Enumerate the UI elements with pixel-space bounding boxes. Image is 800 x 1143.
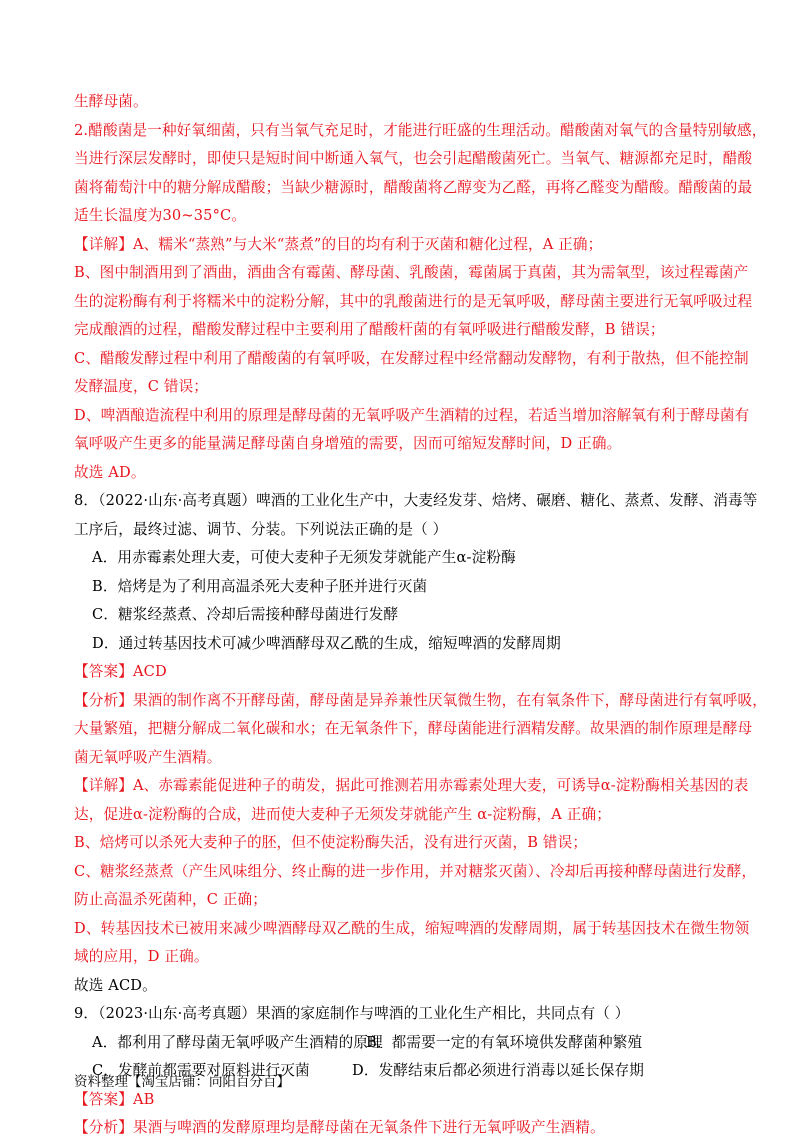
detail-line: 完成酿酒的过程，醋酸发酵过程中主要利用了醋酸杆菌的有氧呼吸进行醋酸发酵，B 错误； xyxy=(74,321,665,338)
detail-line: C、糖浆经蒸煮（产生风味组分、终止酶的进一步作用，并对糖浆灭菌）、冷却后再接种酵母菌进行发酵， xyxy=(74,862,757,880)
question-9-option-d: D．发酵结束后都必须进行消毒以延长保存期 xyxy=(352,1062,644,1079)
detail-line: B、焙烤可以杀死大麦种子的胚，但不使淀粉酶失活，没有进行灭菌，B 错误； xyxy=(74,834,588,851)
question-9-option-a: A．都利用了酵母菌无氧呼吸产生酒精的原理 xyxy=(92,1033,383,1051)
analysis-line: 大量繁殖，把糖分解成二氧化碳和水；在无氧条件下，酵母菌能进行酒精发酵。故果酒的制作原理是酵母 xyxy=(74,720,753,737)
text-line: 菌将葡萄汁中的糖分解成醋酸；当缺少糖源时，醋酸菌将乙醇变为乙醛，再将乙醛变为醋酸。醋酸菌的最 xyxy=(74,178,753,196)
conclusion-line: 故选 AD。 xyxy=(74,463,146,481)
detail-line: D、转基因技术已被用来减少啤酒酵母双乙酰的生成，缩短啤酒的发酵周期，属于转基因技术在微生物领 xyxy=(74,919,750,937)
detail-line: 发酵温度，C 错误； xyxy=(74,378,209,395)
detail-line: 【详解】A、赤霉素能促进种子的萌发，据此可推测若用赤霉素处理大麦，可诱导α-淀粉酶相关基因的表 xyxy=(74,777,749,794)
text-line: 当进行深层发酵时，即使只是短时间中断通入氧气，也会引起醋酸菌死亡。当氧气、糖源都充足时，醋酸 xyxy=(74,150,753,167)
question-9-answer: 【答案】AB xyxy=(74,1090,155,1108)
question-8-option-d: D．通过转基因技术可减少啤酒酵母双乙酰的生成，缩短啤酒的发酵周期 xyxy=(92,634,561,652)
text-line: 生酵母菌。 xyxy=(74,93,148,110)
question-9-analysis: 【分析】果酒与啤酒的发酵原理均是酵母菌在无氧条件下进行无氧呼吸产生酒精。 xyxy=(74,1119,605,1136)
detail-line: B、图中制酒用到了酒曲，酒曲含有霉菌、酵母菌、乳酸菌，霉菌属于真菌，其为需氧型，该过程霉菌产 xyxy=(74,264,749,281)
question-8-stem: 工序后，最终过滤、调节、分装。下列说法正确的是（ ） xyxy=(74,520,448,538)
question-8-option-b: B．焙烤是为了利用高温杀死大麦种子胚并进行灭菌 xyxy=(92,577,428,595)
question-8-option-c: C．糖浆经蒸煮、冷却后需接种酵母菌进行发酵 xyxy=(92,606,399,623)
question-8-option-a: A．用赤霉素处理大麦，可使大麦种子无须发芽就能产生α-淀粉酶 xyxy=(92,549,516,566)
document-body xyxy=(74,88,767,1143)
question-8-answer: 【答案】ACD xyxy=(74,663,167,680)
detail-line: 达，促进α-淀粉酶的合成，进而使大麦种子无须发芽就能产生 α-淀粉酶，A 正确； xyxy=(74,805,611,823)
detail-line: D、啤酒酿造流程中利用的原理是酵母菌的无氧呼吸产生酒精的过程，若适当增加溶解氧有利于酵母菌有 xyxy=(74,406,750,424)
detail-line: 氧呼吸产生更多的能量满足酵母菌自身增殖的需要，因而可缩短发酵时间，D 正确。 xyxy=(74,435,622,452)
question-9-options-row-1 xyxy=(74,1029,730,1058)
text-line: 适生长温度为30~35°C。 xyxy=(74,207,247,224)
detail-line: 域的应用，D 正确。 xyxy=(74,948,209,965)
detail-line: 防止高温杀死菌种，C 正确； xyxy=(74,891,268,908)
question-9-option-c: C．发酵前都需要对原料进行灭菌 xyxy=(92,1062,310,1079)
question-9-stem: 9．（2023·山东·高考真题）果酒的家庭制作与啤酒的工业化生产相比，共同点有（ ） xyxy=(74,1005,630,1022)
footer-source: 资料整理【淘宝店铺：向阳百分百】 xyxy=(74,1074,290,1090)
detail-line: 【详解】A、糯米“蒸熟”与大米“蒸煮”的目的均有利于灭菌和糖化过程，A 正确； xyxy=(74,235,603,253)
question-8-stem: 8．（2022·山东·高考真题）啤酒的工业化生产中，大麦经发芽、焙烤、碾磨、糖化、蒸煮、发酵、消毒等 xyxy=(74,492,758,509)
detail-line: C、醋酸发酵过程中利用了醋酸菌的有氧呼吸，在发酵过程中经常翻动发酵物，有利于散热，但不能控制 xyxy=(74,349,749,367)
detail-line: 生的淀粉酶有利于将糯米中的淀粉分解，其中的乳酸菌进行的是无氧呼吸，酵母菌主要进行无氧呼吸过程 xyxy=(74,292,753,310)
text-line: 2.醋酸菌是一种好氧细菌，只有当氧气充足时，才能进行旺盛的生理活动。醋酸菌对氧气的含量特别敏感， xyxy=(74,121,767,139)
analysis-line: 菌无氧呼吸产生酒精。 xyxy=(74,748,222,766)
question-8-conclusion: 故选 ACD。 xyxy=(74,976,157,994)
question-9-option-b: B．都需要一定的有氧环境供发酵菌种繁殖 xyxy=(366,1033,643,1051)
analysis-line: 【分析】果酒的制作离不开酵母菌，酵母菌是异养兼性厌氧微生物，在有氧条件下，酵母菌进行有氧呼吸， xyxy=(74,691,767,709)
